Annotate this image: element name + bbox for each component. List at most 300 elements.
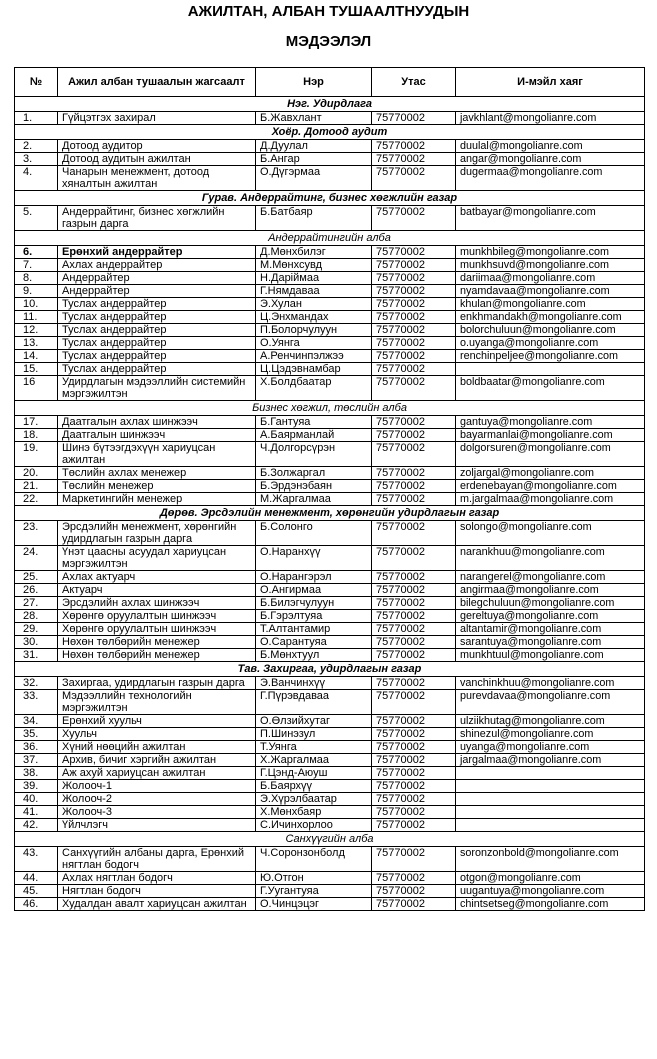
row-position: Дотоод аудитор [58,140,256,153]
row-phone: 75770002 [372,206,456,231]
row-position: Ахлах андеррайтер [58,259,256,272]
row-position: Аж ахуй хариуцсан ажилтан [58,767,256,780]
row-phone: 75770002 [372,571,456,584]
row-email[interactable]: m.jargalmaa@mongolianre.com [456,493,645,506]
table-row [15,140,645,153]
row-name: О.Уянга [256,337,372,350]
row-name: Г.Уугантуяа [256,885,372,898]
table-row [15,112,645,125]
row-position: Удирдлагын мэдээллийн системийн мэргэжилтэн [58,376,256,401]
row-phone: 75770002 [372,847,456,872]
row-email[interactable]: dariimaa@mongolianre.com [456,272,645,285]
row-name: Т.Алтантамир [256,623,372,636]
row-name: Х.Жаргалмаа [256,754,372,767]
row-phone: 75770002 [372,416,456,429]
row-phone: 75770002 [372,584,456,597]
row-name: Б.Жавхлант [256,112,372,125]
table-row [15,728,645,741]
row-phone: 75770002 [372,429,456,442]
table-row [15,298,645,311]
row-position: Төслийн менежер [58,480,256,493]
table-row [15,376,645,401]
row-position: Эрсдэлийн ахлах шинжээч [58,597,256,610]
row-email [456,806,645,819]
header-number: № [15,68,58,97]
row-phone: 75770002 [372,741,456,754]
table-row [15,754,645,767]
row-phone: 75770002 [372,311,456,324]
row-email[interactable]: renchinpeljee@mongolianre.com [456,350,645,363]
table-row [15,741,645,754]
row-name: Б.Солонго [256,521,372,546]
row-number: 16 [15,376,58,401]
row-name: О.Өлзийхутаг [256,715,372,728]
row-phone: 75770002 [372,363,456,376]
row-number: 38. [15,767,58,780]
table-row [15,872,645,885]
row-position: Хуульч [58,728,256,741]
table-row [15,493,645,506]
row-position: Туслах андеррайтер [58,350,256,363]
row-position: Актуарч [58,584,256,597]
table-row [15,847,645,872]
row-email[interactable]: batbayar@mongolianre.com [456,206,645,231]
table-row [15,429,645,442]
row-name: О.Сарантуяа [256,636,372,649]
row-position: Хөрөнгө оруулалтын шинжээч [58,610,256,623]
row-position: Гүйцэтгэх захирал [58,112,256,125]
table-row [15,690,645,715]
row-number: 25. [15,571,58,584]
row-position: Туслах андеррайтер [58,311,256,324]
table-row [15,467,645,480]
row-number: 39. [15,780,58,793]
header-phone: Утас [372,68,456,97]
row-number: 28. [15,610,58,623]
row-email[interactable]: munkhsuvd@mongolianre.com [456,259,645,272]
row-position: Хөрөнгө оруулалтын шинжээч [58,623,256,636]
row-name: Г.Пүрэвдаваа [256,690,372,715]
row-name: Ч.Соронзонболд [256,847,372,872]
row-position: Шинэ бүтээгдэхүүн хариуцсан ажилтан [58,442,256,467]
table-row [15,337,645,350]
row-email[interactable]: munkhbileg@mongolianre.com [456,246,645,259]
row-phone: 75770002 [372,153,456,166]
row-phone: 75770002 [372,819,456,832]
row-number: 17. [15,416,58,429]
row-name: Б.Баярхүү [256,780,372,793]
row-name: С.Ичинхорлоо [256,819,372,832]
row-email[interactable]: enkhmandakh@mongolianre.com [456,311,645,324]
row-number: 5. [15,206,58,231]
row-email[interactable]: erdenebayan@mongolianre.com [456,480,645,493]
row-name: А.Баярманлай [256,429,372,442]
row-email [456,767,645,780]
row-email [456,780,645,793]
table-row [15,677,645,690]
row-name: Д.Дуулал [256,140,372,153]
row-number: 30. [15,636,58,649]
row-number: 8. [15,272,58,285]
row-number: 44. [15,872,58,885]
row-email[interactable]: altantamir@mongolianre.com [456,623,645,636]
row-phone: 75770002 [372,259,456,272]
row-number: 23. [15,521,58,546]
row-phone: 75770002 [372,677,456,690]
row-position: Санхүүгийн албаны дарга, Ерөнхий нягтлан бодогч [58,847,256,872]
row-position: Туслах андеррайтер [58,337,256,350]
row-number: 45. [15,885,58,898]
row-email[interactable]: shinezul@mongolianre.com [456,728,645,741]
row-number: 12. [15,324,58,337]
row-position: Туслах андеррайтер [58,363,256,376]
row-number: 40. [15,793,58,806]
row-number: 1. [15,112,58,125]
row-position: Ахлах актуарч [58,571,256,584]
section-title: Андеррайтингийн алба [15,231,645,246]
table-row [15,623,645,636]
row-name: Г.Нямдаваа [256,285,372,298]
row-phone: 75770002 [372,324,456,337]
row-phone: 75770002 [372,467,456,480]
document-subtitle: МЭДЭЭЛЭЛ [285,33,372,50]
row-number: 41. [15,806,58,819]
row-phone: 75770002 [372,272,456,285]
row-phone: 75770002 [372,898,456,911]
row-email[interactable]: javkhlant@mongolianre.com [456,112,645,125]
row-email[interactable]: sarantuya@mongolianre.com [456,636,645,649]
row-number: 21. [15,480,58,493]
row-position: Эрсдэлийн менежмент, хөрөнгийн удирдлагын газрын дарга [58,521,256,546]
table-row [15,636,645,649]
row-name: Э.Хулан [256,298,372,311]
row-phone: 75770002 [372,337,456,350]
row-phone: 75770002 [372,754,456,767]
row-number: 13. [15,337,58,350]
section-title: Нэг. Удирдлага [15,97,645,112]
row-number: 4. [15,166,58,191]
row-name: Э.Ванчинхүү [256,677,372,690]
row-number: 15. [15,363,58,376]
table-row [15,584,645,597]
row-name: Ч.Долгорсүрэн [256,442,372,467]
section-row [15,125,645,140]
row-phone: 75770002 [372,493,456,506]
table-row [15,350,645,363]
row-position: Мэдээллийн технологийн мэргэжилтэн [58,690,256,715]
section-title: Тав. Захиргаа, удирдлагын газар [15,662,645,677]
subsection-row [15,231,645,246]
row-name: Э.Хүрэлбаатар [256,793,372,806]
row-position: Үнэт цаасны асуудал хариуцсан мэргэжилтэн [58,546,256,571]
row-phone: 75770002 [372,166,456,191]
row-phone: 75770002 [372,872,456,885]
row-position: Нягтлан бодогч [58,885,256,898]
table-row [15,898,645,911]
header-email: И-мэйл хаяг [456,68,645,97]
row-name: Ц.Энхмандах [256,311,372,324]
table-row [15,780,645,793]
row-email[interactable]: khulan@mongolianre.com [456,298,645,311]
row-phone: 75770002 [372,140,456,153]
row-name: Х.Мөнхбаяр [256,806,372,819]
table-row [15,521,645,546]
row-phone: 75770002 [372,885,456,898]
table-row [15,610,645,623]
row-number: 32. [15,677,58,690]
row-email[interactable]: o.uyanga@mongolianre.com [456,337,645,350]
row-position: Туслах андеррайтер [58,298,256,311]
row-name: Х.Болдбаатар [256,376,372,401]
row-name: Б.Эрдэнэбаян [256,480,372,493]
row-email[interactable]: dugermaa@mongolianre.com [456,166,645,191]
row-phone: 75770002 [372,728,456,741]
row-email[interactable]: narankhuu@mongolianre.com [456,546,645,571]
table-row [15,597,645,610]
section-title: Гурав. Андеррайтинг, бизнес хөгжлийн газар [15,191,645,206]
row-position: Туслах андеррайтер [58,324,256,337]
row-position: Андеррайтер [58,285,256,298]
row-phone: 75770002 [372,715,456,728]
row-email[interactable]: soronzonbold@mongolianre.com [456,847,645,872]
row-position: Ерөнхий хуульч [58,715,256,728]
row-position: Даатгалын шинжээч [58,429,256,442]
section-row [15,97,645,112]
row-phone: 75770002 [372,806,456,819]
row-name: Б.Золжаргал [256,467,372,480]
row-number: 24. [15,546,58,571]
table-row [15,363,645,376]
table-row [15,272,645,285]
table-header-row [15,68,645,97]
row-position: Жолооч-3 [58,806,256,819]
row-number: 2. [15,140,58,153]
table-row [15,259,645,272]
row-position: Захиргаа, удирдлагын газрын дарга [58,677,256,690]
row-position: Жолооч-1 [58,780,256,793]
table-row [15,442,645,467]
row-position: Жолооч-2 [58,793,256,806]
section-row [15,191,645,206]
row-phone: 75770002 [372,246,456,259]
header-name: Нэр [256,68,372,97]
row-number: 14. [15,350,58,363]
table-row [15,480,645,493]
row-email[interactable]: solongo@mongolianre.com [456,521,645,546]
row-name: М.Мөнхсувд [256,259,372,272]
table-row [15,715,645,728]
row-email [456,793,645,806]
row-email[interactable]: zoljargal@mongolianre.com [456,467,645,480]
row-number: 37. [15,754,58,767]
row-email[interactable]: boldbaatar@mongolianre.com [456,376,645,401]
row-position: Андеррайтер [58,272,256,285]
row-name: О.Ангирмаа [256,584,372,597]
row-name: А.Ренчинпэлжээ [256,350,372,363]
row-name: Б.Билэгчулуун [256,597,372,610]
section-title: Бизнес хөгжил, төслийн алба [15,401,645,416]
row-phone: 75770002 [372,610,456,623]
row-name: Ю.Отгон [256,872,372,885]
row-phone: 75770002 [372,623,456,636]
row-number: 18. [15,429,58,442]
row-phone: 75770002 [372,442,456,467]
table-row [15,793,645,806]
row-phone: 75770002 [372,690,456,715]
row-name: Б.Ангар [256,153,372,166]
row-name: Б.Гэрэлтуяа [256,610,372,623]
row-email[interactable]: bilegchuluun@mongolianre.com [456,597,645,610]
table-row [15,806,645,819]
row-number: 27. [15,597,58,610]
section-title: Санхүүгийн алба [15,832,645,847]
row-name: Г.Цэнд-Аюуш [256,767,372,780]
row-email[interactable]: uyanga@mongolianre.com [456,741,645,754]
subsection-row [15,401,645,416]
row-name: О.Нарангэрэл [256,571,372,584]
table-row [15,311,645,324]
row-email[interactable]: uugantuya@mongolianre.com [456,885,645,898]
row-email[interactable]: dolgorsuren@mongolianre.com [456,442,645,467]
table-row [15,885,645,898]
row-email[interactable]: munkhtuul@mongolianre.com [456,649,645,662]
row-phone: 75770002 [372,780,456,793]
row-number: 43. [15,847,58,872]
row-email[interactable]: angirmaa@mongolianre.com [456,584,645,597]
header-position: Ажил албан тушаалын жагсаалт [58,68,256,97]
table-row [15,246,645,259]
row-email [456,819,645,832]
row-name: П.Шинэзул [256,728,372,741]
row-name: Т.Уянга [256,741,372,754]
row-position: Дотоод аудитын ажилтан [58,153,256,166]
row-position: Даатгалын ахлах шинжээч [58,416,256,429]
table-row [15,571,645,584]
row-email[interactable]: angar@mongolianre.com [456,153,645,166]
row-email[interactable]: chintsetseg@mongolianre.com [456,898,645,911]
row-number: 10. [15,298,58,311]
row-position: Төслийн ахлах менежер [58,467,256,480]
table-row [15,324,645,337]
table-row [15,153,645,166]
row-phone: 75770002 [372,480,456,493]
row-phone: 75770002 [372,376,456,401]
row-email[interactable]: purevdavaa@mongolianre.com [456,690,645,715]
row-phone: 75770002 [372,649,456,662]
row-position: Хүний нөөцийн ажилтан [58,741,256,754]
row-position: Маркетингийн менежер [58,493,256,506]
row-number: 22. [15,493,58,506]
row-position: Үйлчлэгч [58,819,256,832]
row-name: О.Дүгэрмаа [256,166,372,191]
row-email[interactable]: nyamdavaa@mongolianre.com [456,285,645,298]
row-phone: 75770002 [372,597,456,610]
row-number: 19. [15,442,58,467]
row-position: Нөхөн төлбөрийн менежер [58,636,256,649]
row-phone: 75770002 [372,793,456,806]
row-name: Б.Мөнхтуул [256,649,372,662]
row-number: 29. [15,623,58,636]
row-email[interactable]: jargalmaa@mongolianre.com [456,754,645,767]
table-row [15,649,645,662]
row-number: 6. [15,246,58,259]
row-phone: 75770002 [372,521,456,546]
row-email[interactable]: gantuya@mongolianre.com [456,416,645,429]
row-email[interactable]: bolorchuluun@mongolianre.com [456,324,645,337]
row-position: Чанарын менежмент, дотоод хяналтын ажилтан [58,166,256,191]
row-number: 20. [15,467,58,480]
table-body [15,97,645,911]
row-name: Ц.Цэдэвнамбар [256,363,372,376]
row-phone: 75770002 [372,285,456,298]
row-number: 35. [15,728,58,741]
row-position: Ерөнхий андеррайтер [58,246,256,259]
row-phone: 75770002 [372,546,456,571]
row-name: Н.Дарiймаа [256,272,372,285]
row-email[interactable]: duulal@mongolianre.com [456,140,645,153]
row-phone: 75770002 [372,112,456,125]
row-number: 46. [15,898,58,911]
table-row [15,285,645,298]
row-name: Б.Гантуяа [256,416,372,429]
row-number: 7. [15,259,58,272]
row-name: О.Чинцэцэг [256,898,372,911]
section-row [15,506,645,521]
row-phone: 75770002 [372,350,456,363]
table-row [15,819,645,832]
row-name: Д.Мөнхбилэг [256,246,372,259]
row-phone: 75770002 [372,298,456,311]
row-name: О.Наранхүү [256,546,372,571]
subsection-row [15,832,645,847]
row-email[interactable]: ulziikhutag@mongolianre.com [456,715,645,728]
row-number: 34. [15,715,58,728]
section-row [15,662,645,677]
row-email[interactable]: vanchinkhuu@mongolianre.com [456,677,645,690]
staff-table [14,67,645,911]
table-row [15,416,645,429]
row-email[interactable]: narangerel@mongolianre.com [456,571,645,584]
section-title: Дөрөв. Эрсдэлийн менежмент, хөрөнгийн удирдлагын газар [15,506,645,521]
table-row [15,546,645,571]
table-row [15,767,645,780]
row-number: 31. [15,649,58,662]
row-email[interactable]: otgon@mongolianre.com [456,872,645,885]
row-position: Архив, бичиг хэргийн ажилтан [58,754,256,767]
row-email[interactable]: bayarmanlai@mongolianre.com [456,429,645,442]
row-email [456,363,645,376]
row-position: Нөхөн төлбөрийн менежер [58,649,256,662]
row-position: Худалдан авалт хариуцсан ажилтан [58,898,256,911]
row-number: 33. [15,690,58,715]
row-position: Андеррайтинг, бизнес хөгжлийн газрын дарга [58,206,256,231]
section-title: Хоёр. Дотоод аудит [15,125,645,140]
row-name: П.Болорчулуун [256,324,372,337]
row-number: 36. [15,741,58,754]
table-row [15,206,645,231]
row-position: Ахлах нягтлан бодогч [58,872,256,885]
row-number: 26. [15,584,58,597]
document-title: АЖИЛТАН, АЛБАН ТУШААЛТНУУДЫН [187,3,470,20]
row-phone: 75770002 [372,767,456,780]
row-number: 11. [15,311,58,324]
table-row [15,166,645,191]
row-name: М.Жаргалмаа [256,493,372,506]
row-phone: 75770002 [372,636,456,649]
row-number: 3. [15,153,58,166]
row-email[interactable]: gereltuya@mongolianre.com [456,610,645,623]
row-number: 42. [15,819,58,832]
